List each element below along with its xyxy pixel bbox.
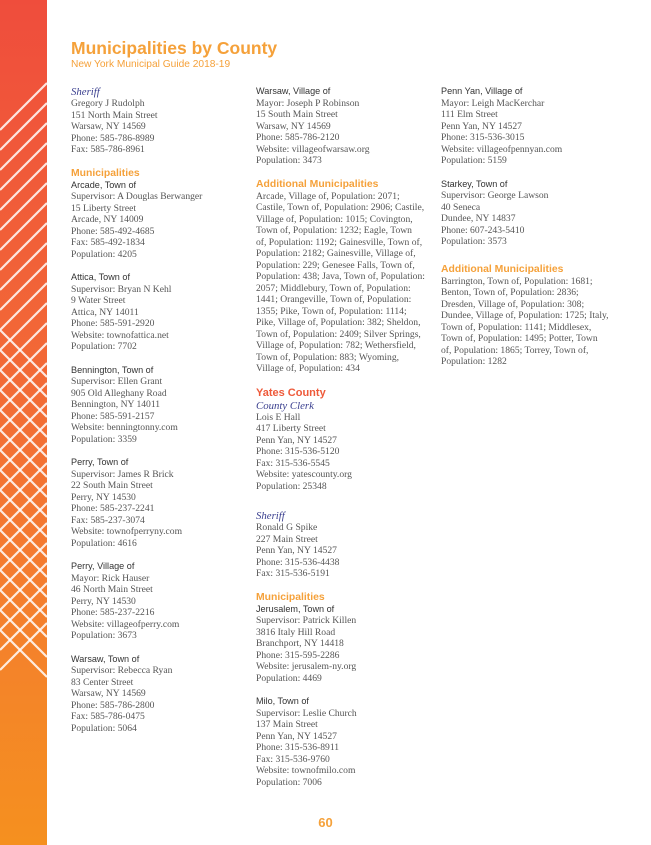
contact-line: Fax: 585-786-8961	[71, 144, 145, 155]
contact-line: Website: villageofpennyan.com	[441, 143, 563, 155]
contact-line: 15 South Main Street	[256, 109, 338, 120]
contact-line: Website: yatescounty.org	[256, 469, 352, 480]
contact-line: Perry, NY 14530	[71, 491, 136, 503]
sheriff-block	[71, 86, 251, 156]
municipality-entry	[71, 561, 251, 642]
contact-line: Penn Yan, NY 14527	[256, 730, 337, 742]
contact-line: Supervisor: Patrick Killen	[256, 615, 357, 626]
additional-municipalities-block	[256, 179, 436, 375]
role-title: Sheriff	[256, 510, 285, 522]
contact-line: Mayor: Rick Hauser	[71, 572, 150, 584]
paragraph-line: Town of, Population: 1141; Middlesex,	[441, 321, 592, 333]
contact-line: Population: 3359	[71, 433, 137, 445]
entry-title: Bennington, Town of	[71, 364, 154, 375]
contact-line: 83 Center Street	[71, 676, 134, 688]
paragraph-line: 2057; Middlebury, Town of, Population:	[256, 282, 411, 294]
entry-title: Milo, Town of	[256, 696, 309, 706]
entry-title: Perry, Town of	[71, 457, 129, 467]
section-heading: Additional Municipalities	[256, 178, 379, 190]
contact-line: Population: 7006	[256, 776, 322, 788]
contact-line: Phone: 315-536-3015	[441, 132, 525, 143]
contact-line: Phone: 315-536-8911	[256, 742, 340, 753]
contact-line: Supervisor: George Lawson	[441, 190, 549, 201]
paragraph-line: Pike, Village of, Population: 382; Sheldon,	[256, 317, 421, 328]
entry-title: Attica, Town of	[71, 272, 130, 282]
paragraph-line: Benton, Town of, Population: 2836;	[441, 287, 579, 298]
section-heading: Municipalities	[256, 591, 325, 603]
contact-line: Bennington, NY 14011	[71, 399, 161, 410]
contact-line: Fax: 585-492-1834	[71, 237, 145, 248]
contact-line: Phone: 585-492-4685	[71, 225, 155, 237]
contact-line: 46 North Main Street	[71, 584, 153, 595]
contact-line: Population: 3673	[71, 630, 137, 641]
contact-line: Branchport, NY 14418	[256, 638, 344, 649]
municipality-entry	[71, 654, 251, 735]
entry-title: Starkey, Town of	[441, 178, 508, 189]
contact-line: Phone: 315-536-4438	[256, 556, 340, 568]
contact-line: 227 Main Street	[256, 533, 318, 545]
contact-line: Phone: 585-786-8989	[71, 132, 155, 144]
contact-line: Warsaw, NY 14569	[71, 121, 146, 132]
column-left	[71, 86, 251, 746]
paragraph-line: Village of, Population: 782; Wethersfield,	[256, 340, 416, 351]
contact-line: Fax: 315-536-5191	[256, 568, 330, 579]
contact-line: Phone: 585-237-2241	[71, 503, 155, 514]
contact-line: Mayor: Joseph P Robinson	[256, 97, 360, 109]
paragraph-line: Dresden, Village of, Population: 308;	[441, 298, 585, 310]
contact-line: Supervisor: James R Brick	[71, 468, 174, 480]
paragraph-line: Population: 2182; Gainesville, Village of,	[256, 248, 416, 259]
contact-line: 3816 Italy Hill Road	[256, 626, 336, 638]
column-middle	[256, 86, 436, 800]
municipality-entry	[71, 272, 251, 353]
role-title: County Clerk	[256, 399, 314, 412]
contact-line: Population: 3473	[256, 155, 322, 166]
municipality-entry	[71, 180, 251, 261]
paragraph-line: 1355; Pike, Town of, Population: 1114;	[256, 305, 407, 317]
contact-line: Supervisor: A Douglas Berwanger	[71, 191, 203, 202]
contact-line: Population: 7702	[71, 341, 137, 352]
contact-line: Fax: 585-237-3074	[71, 514, 145, 526]
contact-line: 151 North Main Street	[71, 109, 158, 121]
paragraph-line: 1441; Orangeville, Town of, Population:	[256, 294, 412, 305]
contact-line: Population: 3573	[441, 236, 507, 247]
contact-line: Phone: 315-595-2286	[256, 649, 340, 661]
contact-line: Population: 4469	[256, 672, 322, 684]
paragraph-line: Dundee, Village of, Population: 1725; Italy,	[441, 310, 609, 321]
contact-line: Population: 5064	[71, 722, 137, 734]
paragraph-line: Castile, Town of, Population: 2906; Castile,	[256, 202, 425, 213]
contact-line: Website: villageofwarsaw.org	[256, 143, 370, 155]
contact-line: 137 Main Street	[256, 719, 318, 730]
entry-title: Perry, Village of	[71, 561, 135, 571]
page-subtitle: New York Municipal Guide 2018-19	[71, 59, 231, 70]
municipality-entry	[256, 604, 436, 685]
contact-line: 40 Seneca	[441, 201, 481, 213]
contact-line: Warsaw, NY 14569	[71, 688, 146, 699]
column-right	[441, 86, 621, 380]
paragraph-line: Town of, Population: 1232; Eagle, Town	[256, 225, 412, 236]
contact-line: Website: jerusalem-ny.org	[256, 661, 357, 672]
county-clerk-block	[256, 387, 436, 493]
contact-line: Arcade, NY 14009	[71, 214, 144, 225]
contact-line: Supervisor: Bryan N Kehl	[71, 283, 172, 295]
sheriff-block	[256, 510, 436, 580]
municipality-entry	[441, 179, 621, 248]
page-title: Municipalities by County	[71, 38, 278, 58]
paragraph-line: of, Population: 1865; Torrey, Town of,	[441, 344, 589, 356]
contact-line: Fax: 315-536-5545	[256, 457, 330, 469]
contact-line: Phone: 585-786-2120	[256, 132, 340, 143]
entry-title: Warsaw, Village of	[256, 86, 331, 96]
contact-line: Website: townofattica.net	[71, 329, 169, 341]
contact-line: Website: villageofperry.com	[71, 618, 180, 630]
contact-line: Phone: 585-591-2920	[71, 318, 155, 329]
contact-line: Penn Yan, NY 14527	[441, 120, 522, 132]
municipality-entry	[71, 365, 251, 446]
paragraph-line: of, Population: 1192; Gainesville, Town of,	[256, 236, 423, 248]
entry-title: Penn Yan, Village of	[441, 86, 523, 96]
contact-line: Attica, NY 14011	[71, 306, 139, 318]
contact-line: Supervisor: Ellen Grant	[71, 376, 163, 387]
decorative-side-band	[0, 0, 47, 845]
entry-title: Warsaw, Town of	[71, 653, 140, 664]
entry-title: Jerusalem, Town of	[256, 603, 335, 614]
contact-line: Website: townofperryny.com	[71, 526, 183, 537]
contact-line: Penn Yan, NY 14527	[256, 434, 337, 446]
contact-line: Website: townofmilo.com	[256, 765, 356, 776]
contact-line: Gregory J Rudolph	[71, 98, 145, 109]
contact-line: Phone: 585-237-2216	[71, 607, 155, 618]
contact-line: Population: 4205	[71, 248, 137, 260]
contact-line: 15 Liberty Street	[71, 202, 137, 214]
contact-line: Warsaw, NY 14569	[256, 120, 331, 132]
municipality-entry	[256, 696, 436, 788]
entry-title: Arcade, Town of	[71, 179, 137, 190]
contact-line: 111 Elm Street	[441, 109, 498, 120]
contact-line: Phone: 585-591-2157	[71, 410, 155, 422]
paragraph-line: Population: 1282	[441, 356, 507, 367]
contact-line: 22 South Main Street	[71, 480, 153, 491]
contact-line: Supervisor: Leslie Church	[256, 707, 357, 719]
contact-line: Dundee, NY 14837	[441, 213, 516, 224]
municipality-entry	[71, 457, 251, 549]
contact-line: 905 Old Alleghany Road	[71, 387, 167, 399]
paragraph-line: Population: 229; Genesee Falls, Town of,	[256, 259, 415, 271]
contact-line: 9 Water Street	[71, 295, 126, 306]
contact-line: Population: 25348	[256, 480, 327, 492]
contact-line: Penn Yan, NY 14527	[256, 545, 337, 556]
contact-line: Lois E Hall	[256, 411, 301, 423]
contact-line: Phone: 607-243-5410	[441, 224, 525, 236]
paragraph-line: Barrington, Town of, Population: 1681;	[441, 275, 593, 287]
contact-line: Mayor: Leigh MacKerchar	[441, 97, 545, 109]
contact-line: Population: 4616	[71, 537, 137, 549]
page-number: 60	[318, 815, 333, 830]
paragraph-line: Population: 438; Java, Town of, Population:	[256, 271, 425, 282]
contact-line: Ronald G Spike	[256, 522, 318, 533]
paragraph-line: Town of, Population: 1495; Potter, Town	[441, 333, 598, 344]
section-heading: Municipalities	[71, 167, 140, 179]
role-title: Sheriff	[71, 86, 100, 98]
contact-line: Phone: 315-536-5120	[256, 446, 340, 457]
contact-line: Phone: 585-786-2800	[71, 699, 155, 711]
paragraph-line: Arcade, Village of, Population: 2071;	[256, 190, 400, 202]
paragraph-line: Village of, Population: 434	[256, 363, 360, 374]
municipality-entry	[256, 86, 436, 167]
page-header	[71, 38, 277, 71]
paragraph-line: Village of, Population: 1015; Covington,	[256, 213, 413, 225]
paragraph-line: Town of, Population: 2409; Silver Springs,	[256, 328, 421, 340]
section-heading: Additional Municipalities	[441, 263, 564, 275]
diagonal-stripes-pattern	[0, 0, 47, 845]
contact-line: Fax: 585-786-0475	[71, 711, 145, 722]
contact-line: Supervisor: Rebecca Ryan	[71, 665, 173, 676]
municipality-entry	[441, 86, 621, 167]
contact-line: Population: 5159	[441, 155, 507, 166]
paragraph-line: Town of, Population: 883; Wyoming,	[256, 351, 400, 363]
contact-line: 417 Liberty Street	[256, 423, 326, 434]
contact-line: Website: benningtonny.com	[71, 422, 178, 433]
additional-municipalities-block	[441, 264, 621, 368]
contact-line: Perry, NY 14530	[71, 595, 136, 607]
contact-line: Fax: 315-536-9760	[256, 753, 330, 765]
county-title: Yates County	[256, 386, 326, 399]
